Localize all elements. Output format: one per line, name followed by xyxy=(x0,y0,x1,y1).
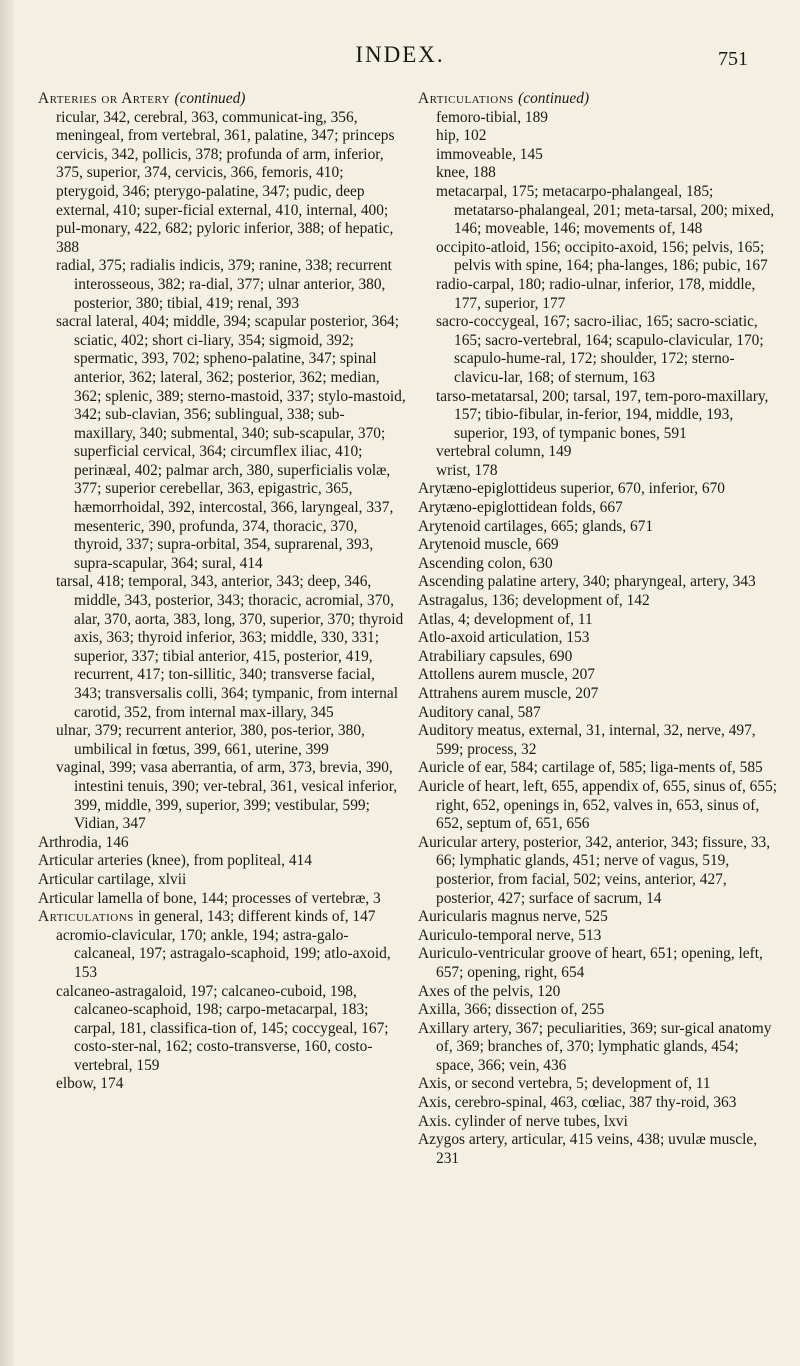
index-subentry: vaginal, 399; vasa aberrantia, of arm, 373, brevia, 390, intestini tenuis, 390; ver-tebral, 361, vesical inferior, 399, middle, 399, superior, 399; vestibular, 599; Vidian, 347 xyxy=(56,759,398,833)
index-entry: Attrahens aurem muscle, 207 xyxy=(418,685,599,702)
index-entry: Axis. cylinder of nerve tubes, lxvi xyxy=(418,1112,628,1130)
page-gutter-shadow xyxy=(0,0,14,1366)
index-entry: Attollens aurem muscle, 207 xyxy=(418,666,595,684)
index-entry: Axes of the pelvis, 120 xyxy=(418,982,561,1000)
index-subentry: radial, 375; radialis indicis, 379; ranine, 338; recurrent interosseous, 382; ra-dial, 377; ulnar anterior, 380, posterior, 380; tibial, 419; renal, 393 xyxy=(56,257,392,312)
index-entry: Articular arteries (knee), from popliteal, 414 xyxy=(38,852,312,870)
index-subentry: hip, 102 xyxy=(436,127,487,145)
index-subentry: immoveable, 145 xyxy=(436,145,543,163)
index-subentry: radio-carpal, 180; radio-ulnar, inferior, 178, middle, 177, superior, 177 xyxy=(436,275,756,312)
index-entry: Atlo-axoid articulation, 153 xyxy=(418,629,590,647)
index-entry: Auriculo-temporal nerve, 513 xyxy=(418,926,602,944)
index-subentry: wrist, 178 xyxy=(436,461,498,479)
index-subentry: femoro-tibial, 189 xyxy=(436,108,548,126)
index-subentry: vertebral column, 149 xyxy=(436,443,572,461)
index-entry: Auricular artery, posterior, 342, anterior, 343; fissure, 33, 66; lymphatic glands, 451; nerve of vagus, 519, posterior, from facial, 502; veins, anterior, 427, posterior, 427; surface of sacrum, 14 xyxy=(418,833,771,907)
left-index-column xyxy=(38,90,406,1094)
index-subentry: sacro-coccygeal, 167; sacro-iliac, 165; sacro-sciatic, 165; sacro-vertebral, 164; scapulo-clavicular, 170; scapulo-hume-ral, 172; shoulder, 172; sterno-clavicu-lar, 168; of sternum, 163 xyxy=(436,313,764,386)
page-number: 751 xyxy=(718,48,748,70)
index-entry: Ascending palatine artery, 340; pharyngeal, artery, 343 xyxy=(418,573,756,591)
index-subentry: occipito-atloid, 156; occipito-axoid, 156; pelvis, 165; pelvis with spine, 164; pha-langes, 186; pubic, 167 xyxy=(436,238,768,275)
index-subentry: elbow, 174 xyxy=(56,1075,124,1093)
index-entry: Axis, or second vertebra, 5; development of, 11 xyxy=(418,1075,711,1093)
index-entry: Atlas, 4; development of, 11 xyxy=(418,610,593,628)
index-entry: Arthrodia, 146 xyxy=(38,833,129,851)
index-subentry: knee, 188 xyxy=(436,164,496,182)
index-entry: Auditory canal, 587 xyxy=(418,703,541,721)
index-continuation: ricular, 342, cerebral, 363, communicat-ing, 356, meningeal, from vertebral, 361, palatine, 347; princeps cervicis, 342, pollicis, 378; profunda of arm, inferior, 375, superior, 374, cervicis, 366, femoris, 410; pterygoid, 346; pterygo-palatine, 347; pudic, deep external, 410; super-ficial external, 410, internal, 400; pul-monary, 422, 682; pyloric inferior, 388; of hepatic, 388 xyxy=(56,108,395,256)
index-subentry: tarsal, 418; temporal, 343, anterior, 343; deep, 346, middle, 343, posterior, 343; thoracic, acromial, 370, alar, 370, aorta, 383, long, 370, superior, 370; thyroid axis, 363; thyroid inferior, 363; middle, 330, 331; superior, 337; tibial anterior, 415, posterior, 419, recurrent, 417; ton-sillitic, 340; transverse facial, 343; transversalis colli, 364; tympanic, from internal carotid, 352, from internal max-illary, 345 xyxy=(56,573,404,721)
index-entry: Auricle of heart, left, 655, appendix of, 655, sinus of, 655; right, 652, openings in, 652, valves in, 653, sinus of, 652, septum of, 651, 656 xyxy=(418,777,778,833)
index-entry: Articular cartilage, xlvii xyxy=(38,870,187,888)
index-entry: Auditory meatus, external, 31, internal, 32, nerve, 497, 599; process, 32 xyxy=(418,722,756,758)
index-entry: Atrabiliary capsules, 690 xyxy=(418,647,573,665)
index-entry: Astragalus, 136; development of, 142 xyxy=(418,592,650,610)
index-entry: Articulations in general, 143; different kinds of, 147 xyxy=(38,908,376,926)
index-entry: Arytenoid muscle, 669 xyxy=(418,536,559,554)
index-subentry: tarso-metatarsal, 200; tarsal, 197, tem-poro-maxillary, 157; tibio-fibular, in-ferior, 194, middle, 193, superior, 193, of tympanic bones, 591 xyxy=(436,387,769,442)
index-subentry: metacarpal, 175; metacarpo-phalangeal, 185; metatarso-phalangeal, 201; meta-tarsal, 200; mixed, 146; moveable, 146; movements of, 148 xyxy=(436,182,775,238)
index-entry: Arytæno-epiglottideus superior, 670, inferior, 670 xyxy=(418,480,725,498)
index-entry: Ascending colon, 630 xyxy=(418,554,553,572)
index-entry: Axilla, 366; dissection of, 255 xyxy=(418,1001,605,1019)
index-entry: Axis, cerebro-spinal, 463, cœliac, 387 thy-roid, 363 xyxy=(418,1094,737,1112)
index-heading: Articulations (continued) xyxy=(418,90,590,107)
index-entry: Auricularis magnus nerve, 525 xyxy=(418,908,608,926)
index-entry: Arytæno-epiglottidean folds, 667 xyxy=(418,499,623,517)
index-subentry: sacral lateral, 404; middle, 394; scapular posterior, 364; sciatic, 402; short ci-liary, 354; sigmoid, 392; spermatic, 393, 702; spheno-palatine, 347; spinal anterior, 362; lateral, 362; posterior, 362; median, 362; splenic, 389; sterno-mastoid, 337; stylo-mastoid, 342; sub-clavian, 356; sublingual, 338; sub-maxillary, 340; submental, 340; sub-scapular, 370; superficial cervical, 364; circumflex iliac, 410; perinæal, 402; palmar arch, 380, superficialis volæ, 377; superior cerebellar, 363, epigastric, 365, hæmorrhoidal, 392, intercostal, 366, laryngeal, 337, mesenteric, 390, profunda, 374, thoracic, 370, thyroid, 337; supra-orbital, 354, suprarenal, 393, supra-scapular, 364; sural, 414 xyxy=(56,313,406,572)
index-entry: Articular lamella of bone, 144; processes of vertebræ, 3 xyxy=(38,889,381,907)
right-index-column xyxy=(418,90,780,1168)
index-entry: Auriculo-ventricular groove of heart, 651; opening, left, 657; opening, right, 654 xyxy=(418,945,763,981)
page-header xyxy=(0,40,800,80)
index-subentry: calcaneo-astragaloid, 197; calcaneo-cuboid, 198, calcaneo-scaphoid, 198; carpo-metacarpal, 183; carpal, 181, classifica-tion of, 145; coccygeal, 167; costo-ster-nal, 162; costo-transverse, 160, costo-vertebral, 159 xyxy=(56,982,389,1074)
index-entry: Axillary artery, 367; peculiarities, 369; sur-gical anatomy of, 369; branches of, 370; lymphatic glands, 454; space, 366; vein, 436 xyxy=(418,1019,772,1074)
index-heading: Arteries or Artery (continued) xyxy=(38,90,246,107)
index-subentry: acromio-clavicular, 170; ankle, 194; astra-galo-calcaneal, 197; astragalo-scaphoid, 199; atlo-axoid, 153 xyxy=(56,926,391,981)
index-entry: Azygos artery, articular, 415 veins, 438; uvulæ muscle, 231 xyxy=(418,1131,758,1167)
index-entry: Auricle of ear, 584; cartilage of, 585; liga-ments of, 585 xyxy=(418,759,763,777)
running-title: INDEX. xyxy=(355,42,445,67)
index-entry: Arytenoid cartilages, 665; glands, 671 xyxy=(418,517,654,535)
index-subentry: ulnar, 379; recurrent anterior, 380, pos-terior, 380, umbilical in fœtus, 399, 661, uterine, 399 xyxy=(56,722,365,758)
